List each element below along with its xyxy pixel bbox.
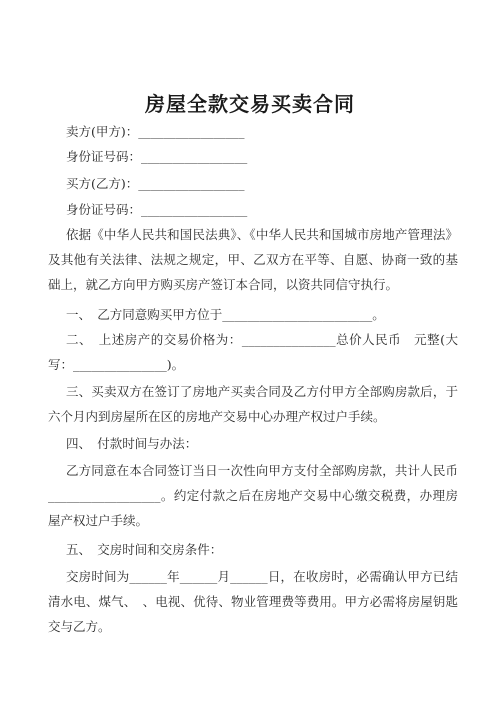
document-title: 房屋全款交易买卖合同	[145, 92, 355, 116]
buyer-id-field	[66, 200, 247, 218]
clause-2: 二、 上述房产的交易价格为：_______________总价人民币 元整(大写：_______________)。	[48, 332, 458, 372]
clause-1: 一、 乙方同意购买甲方位于________________________。	[66, 307, 385, 322]
clause-5-heading: 五、 交房时间和交房条件：	[66, 542, 223, 557]
buyer-id-label: 身份证号码：	[66, 202, 142, 217]
clause-4-heading: 四、 付款时间与办法：	[66, 436, 198, 451]
seller-field	[66, 122, 245, 140]
buyer-blank: _________________	[138, 176, 245, 191]
buyer-field	[66, 174, 245, 192]
seller-id-field	[66, 147, 247, 165]
clause-3: 三、买卖双方在签订了房地产买卖合同及乙方付甲方全部购房款后，于六个月内到房屋所在区的房地产交易中心办理产权过户手续。	[48, 384, 458, 424]
buyer-label: 买方(乙方)：	[66, 176, 139, 191]
intro-paragraph: 依据《中华人民共和国民法典》、《中华人民共和国城市房地产管理法》及其他有关法律、法规之规定，甲、乙双方在平等、自愿、协商一致的基础上，就乙方向甲方购买房产签订本合同，以资共同信守执行。	[48, 227, 458, 292]
clause-4-body: 乙方同意在本合同签订当日一次性向甲方支付全部购房款，共计人民币__________________。约定付款之后在房地产交易中心缴交税费，办理房屋产权过户手续。	[48, 463, 458, 528]
buyer-id-blank: _________________	[141, 202, 248, 217]
seller-label: 卖方(甲方)：	[66, 124, 139, 139]
seller-blank: _________________	[138, 124, 245, 139]
seller-id-blank: _________________	[141, 149, 248, 164]
clause-5-body: 交房时间为______年______月______日，在收房时，必需确认甲方已结清水电、煤气、 、电视、优待、物业管理费等费用。甲方必需将房屋钥匙交与乙方。	[48, 569, 458, 634]
seller-id-label: 身份证号码：	[66, 149, 142, 164]
